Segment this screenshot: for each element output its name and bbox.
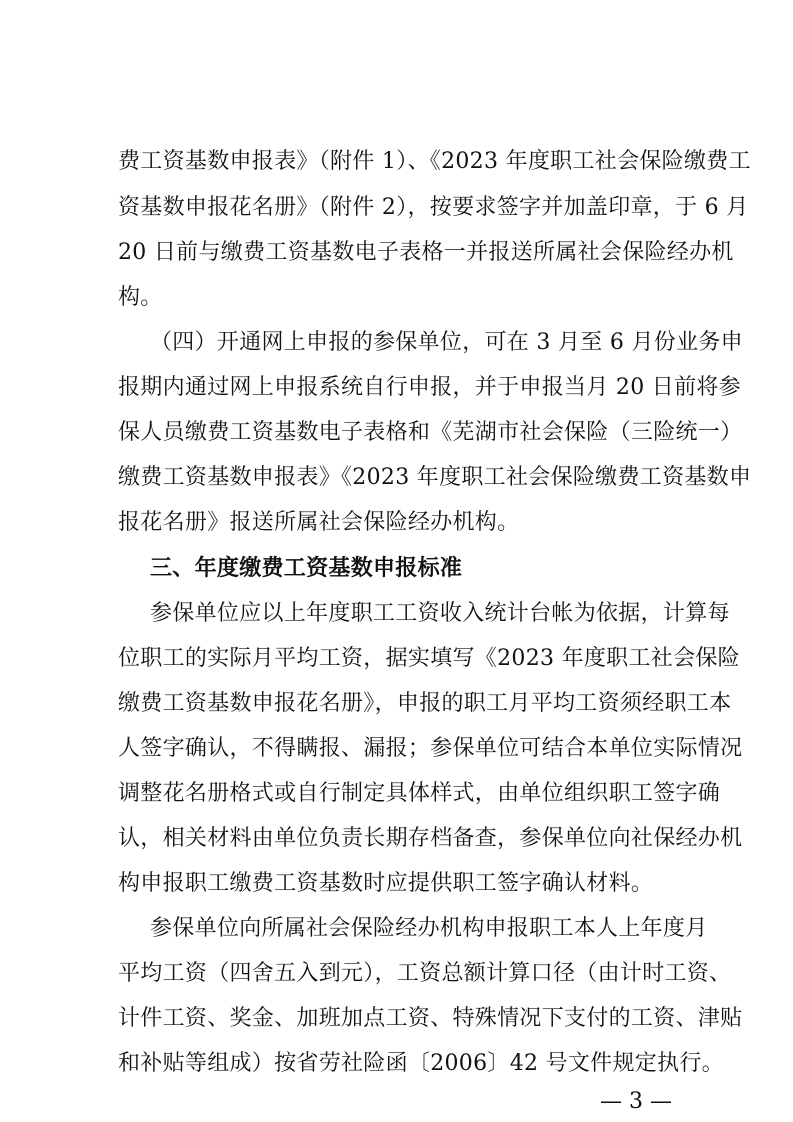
paragraph-line: 构。 (118, 285, 163, 310)
paragraph-line: 报花名册》报送所属社会保险经办机构。 (118, 510, 520, 535)
paragraph-line: 保人员缴费工资基数电子表格和《芜湖市社会保险（三险统一） (118, 420, 743, 445)
paragraph-line: 20 日前与缴费工资基数电子表格一并报送所属社会保险经办机 (118, 240, 734, 265)
paragraph-line: 费工资基数申报表》（附件 1）、《2023 年度职工社会保险缴费工 (118, 149, 751, 174)
paragraph-line: 构申报职工缴费工资基数时应提供职工签字确认材料。 (118, 871, 654, 896)
paragraph-line: 报期内通过网上申报系统自行申报，并于申报当月 20 日前将参 (118, 375, 741, 400)
paragraph-line: 和补贴等组成）按省劳社险函〔2006〕42 号文件规定执行。 (118, 1051, 724, 1076)
paragraph-line: 调整花名册格式或自行制定具体样式，由单位组织职工签字确 (118, 781, 721, 806)
paragraph-line: 缴费工资基数申报花名册》，申报的职工月平均工资须经职工本 (118, 691, 732, 716)
paragraph-line: 参保单位应以上年度职工工资收入统计台帐为依据，计算每 (150, 601, 730, 626)
paragraph-line: 缴费工资基数申报表》《2023 年度职工社会保险缴费工资基数申 (118, 465, 752, 490)
paragraph-line: 位职工的实际月平均工资，据实填写《2023 年度职工社会保险 (118, 646, 740, 671)
section-heading: 三、年度缴费工资基数申报标准 (150, 556, 463, 581)
paragraph-line: 认，相关材料由单位负责长期存档备查，参保单位向社保经办机 (118, 826, 743, 851)
paragraph-line: 资基数申报花名册》（附件 2），按要求签字并加盖印章，于 6 月 (118, 195, 749, 220)
paragraph-line: 人签字确认，不得瞒报、漏报；参保单位可结合本单位实际情况 (118, 736, 743, 761)
paragraph-line: 计件工资、奖金、加班加点工资、特殊情况下支付的工资、津贴 (118, 1006, 743, 1031)
paragraph-line: 平均工资（四舍五入到元），工资总额计算口径（由计时工资、 (118, 961, 732, 986)
page-number: — 3 — (600, 1089, 672, 1114)
paragraph-line: 参保单位向所属社会保险经办机构申报职工本人上年度月 (150, 916, 708, 941)
paragraph-line: （四）开通网上申报的参保单位，可在 3 月至 6 月份业务申 (150, 330, 743, 355)
